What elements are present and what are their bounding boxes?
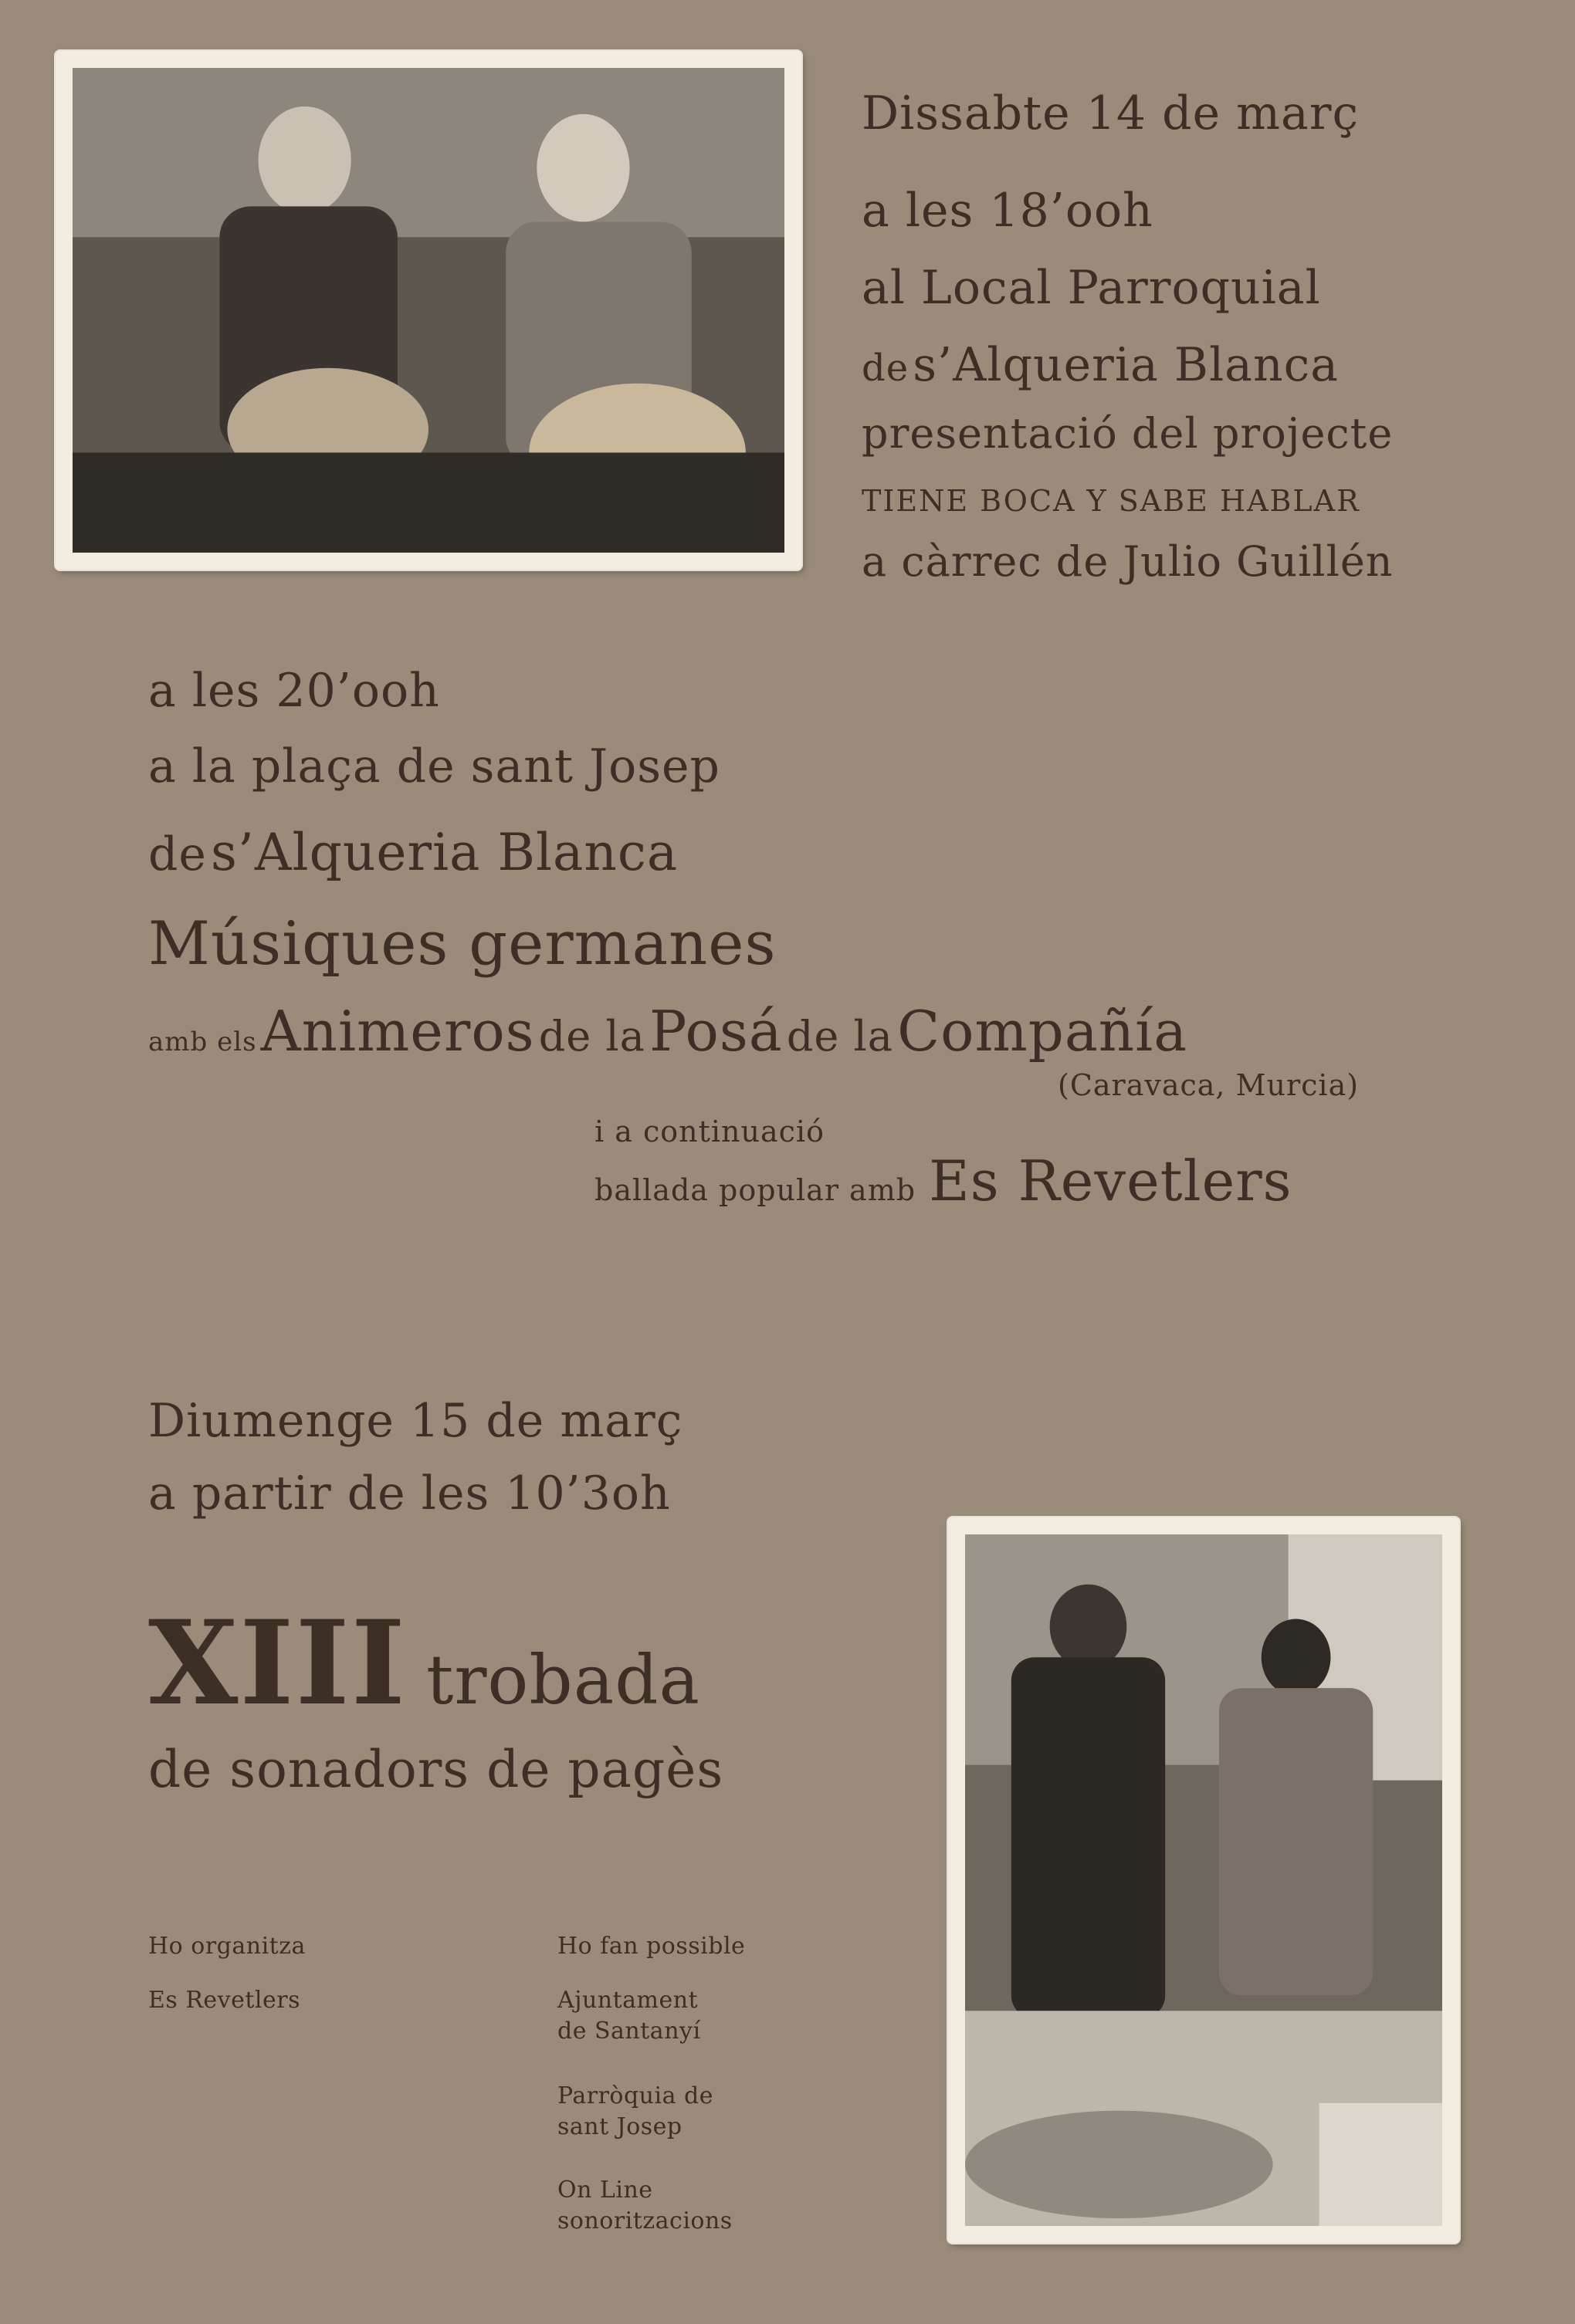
saturday-host: a càrrec de Julio Guillén	[862, 537, 1394, 586]
organizer-heading: Ho organitza	[148, 1933, 306, 1960]
evening-group-d: de la	[786, 1012, 893, 1061]
sponsor-1-line1: Ajuntament	[557, 1987, 699, 2014]
photo-dancers-image	[965, 1534, 1442, 2226]
saturday-place-line	[862, 338, 1339, 392]
evening-time: a les 20’ooh	[148, 664, 440, 718]
evening-group-a: Animeros	[260, 999, 535, 1064]
evening-place-line	[148, 823, 678, 882]
evening-dance-line	[594, 1148, 1292, 1213]
sponsor-3-line1: On Line	[557, 2177, 653, 2204]
saturday-venue: al Local Parroquial	[862, 261, 1321, 315]
sunday-edition: XIII	[148, 1595, 407, 1731]
photo-dancers	[948, 1517, 1459, 2243]
evening-group-b: de la	[538, 1012, 645, 1061]
evening-venue: a la plaça de sant Josep	[148, 739, 720, 793]
sunday-event-line	[148, 1595, 700, 1731]
photo-musicians-image	[73, 68, 784, 553]
evening-group-e: Compañía	[897, 999, 1188, 1064]
saturday-place: s’Alqueria Blanca	[913, 338, 1339, 392]
evening-with-prefix: amb els	[148, 1027, 257, 1057]
evening-continuation: i a continuació	[594, 1115, 825, 1148]
saturday-date: Dissabte 14 de març	[862, 86, 1360, 140]
sponsor-2-line1: Parròquia de	[557, 2082, 713, 2109]
saturday-presentation: presentació del projecte	[862, 409, 1394, 458]
sunday-time: a partir de les 10’3oh	[148, 1466, 671, 1521]
organizer-name: Es Revetlers	[148, 1987, 301, 2014]
sponsor-3-line2: sonoritzacions	[557, 2207, 733, 2234]
saturday-time: a les 18’ooh	[862, 184, 1153, 238]
evening-group-location: (Caravaca, Murcia)	[1058, 1068, 1360, 1102]
saturday-project: TIENE BOCA Y SABE HABLAR	[862, 484, 1360, 518]
sunday-event-sub: de sonadors de pagès	[148, 1740, 724, 1799]
sunday-date: Diumenge 15 de març	[148, 1394, 683, 1448]
sponsors-heading: Ho fan possible	[557, 1933, 746, 1960]
sponsor-1-line2: de Santanyí	[557, 2018, 701, 2045]
sponsor-2-line2: sant Josep	[557, 2113, 682, 2140]
evening-dance-prefix: ballada popular amb	[594, 1173, 916, 1207]
evening-place: s’Alqueria Blanca	[211, 823, 679, 882]
evening-place-prefix: de	[148, 827, 207, 881]
saturday-place-prefix: de	[862, 347, 909, 390]
evening-groups-line	[148, 999, 1187, 1064]
evening-title: Músiques germanes	[148, 909, 777, 979]
photo-musicians	[56, 51, 801, 570]
evening-dance-group: Es Revetlers	[929, 1148, 1292, 1213]
evening-group-c: Posá	[649, 999, 783, 1064]
sunday-event-word: trobada	[425, 1640, 700, 1720]
